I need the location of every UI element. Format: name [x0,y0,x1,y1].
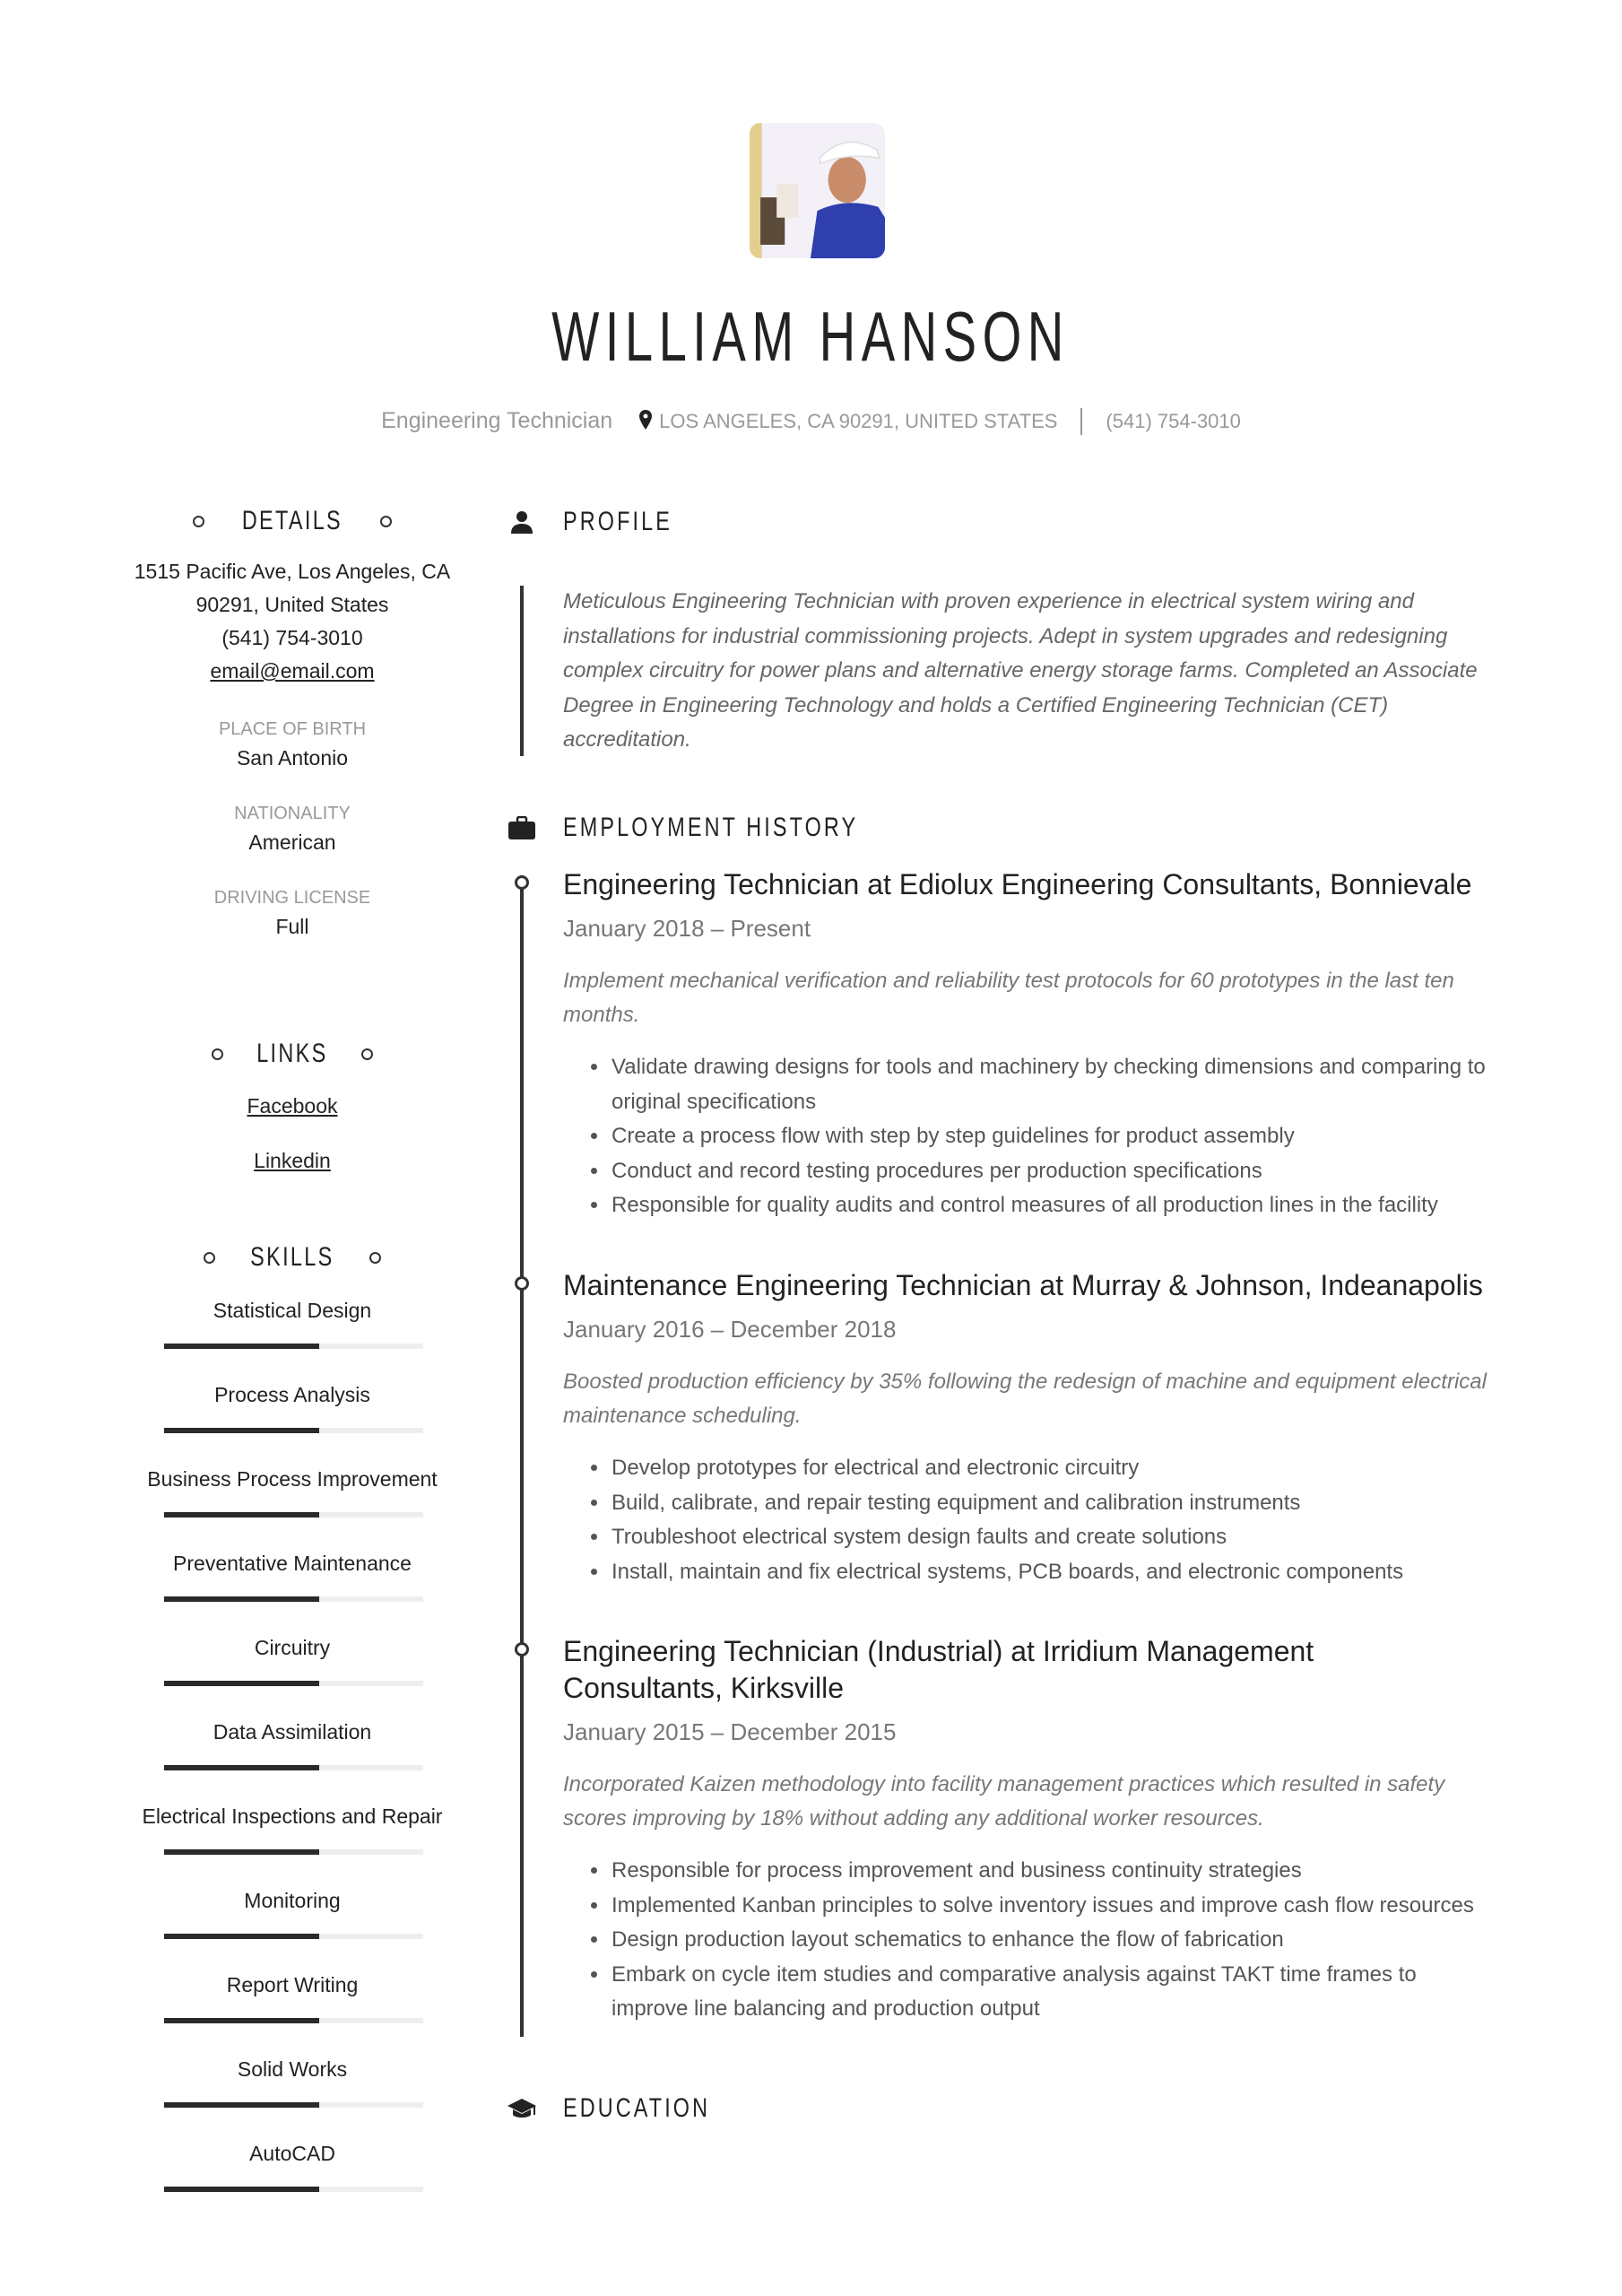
skill-level-bar [164,1344,423,1349]
job-description: Boosted production efficiency by 35% following the redesign of machine and equipment electrical maintenance scheduling. [563,1370,1487,1428]
bullet-item: • Develop prototypes for electrical and electronic circuitry [610,1451,1514,1486]
skill-name: Report Writing [226,1973,359,1996]
skill-name: Solid Works [237,2057,348,2081]
skill-name: Process Analysis [214,1383,370,1406]
skill-level-fill [164,2018,319,2023]
candidate-name: WILLIAM HANSON [551,297,1071,376]
skill-name: Business Process Improvement [147,1467,438,1491]
timeline-node [515,1642,529,1657]
skill-level-bar [164,1765,423,1770]
links-section [117,1036,468,1178]
ring-icon [204,1252,215,1264]
skill-item [117,1717,468,1801]
nationality-label: NATIONALITY [234,804,351,823]
bullet-item: • Embark on cycle item studies and comparative analysis against TAKT time frames to improve line balancing and production output [610,1958,1478,2027]
bullet-item: • Build, calibrate, and repair testing equipment and calibration instruments [610,1486,1514,1521]
graduation-cap-icon [502,2097,542,2120]
bullet-item: • Conduct and record testing procedures per production specifications [610,1154,1514,1189]
bullet-item: • Troubleshoot electrical system design faults and create solutions [610,1520,1514,1555]
skill-item [117,2054,468,2138]
skill-item [117,1970,468,2054]
skill-item [117,1379,468,1464]
skill-level-bar [164,2018,423,2023]
skill-level-bar [164,2102,423,2108]
skill-name: Electrical Inspections and Repair [142,1805,443,1828]
links-heading: LINKS [117,1036,468,1072]
ring-icon [361,1048,373,1060]
education-heading: EDUCATION [502,2091,751,2126]
skill-level-bar [164,1596,423,1602]
skill-level-fill [164,2102,319,2108]
skill-name: Circuitry [254,1636,331,1659]
details-section [117,503,468,941]
profile-photo [750,123,885,258]
skill-level-fill [164,1428,319,1433]
bullet-item: • Implemented Kanban principles to solve inventory issues and improve cash flow resources [610,1889,1478,1924]
address-line: 90291, United States [195,593,389,616]
job-title: Maintenance Engineering Technician at Murray & Johnson, Indeanapolis [563,1269,1483,1301]
nationality: American [248,831,336,854]
skill-level-bar [164,2187,423,2192]
skills-heading: SKILLS [117,1239,468,1275]
timeline-line [520,586,524,756]
job-bullets [563,1451,1514,1589]
bullet-item: • Design production layout schematics to enhance the flow of fabrication [610,1923,1478,1958]
skill-level-fill [164,1849,319,1855]
job-title: Engineering Technician at Ediolux Engineering Consultants, Bonnievale [563,868,1472,900]
job-entry [563,866,1514,1223]
location: LOS ANGELES, CA 90291, UNITED STATES [659,410,1058,432]
skill-level-fill [164,1934,319,1939]
job-description: Incorporated Kaizen methodology into facility management practices which resulted in safety scores improving by 18% without adding any additional worker resources. [563,1772,1445,1831]
bullet-item: • Responsible for quality audits and control measures of all production lines in the facility [610,1188,1514,1223]
skill-level-bar [164,1681,423,1686]
email-link[interactable]: email@email.com [210,659,375,683]
job-entry [563,1633,1478,2027]
job-bullets [563,1854,1478,2027]
briefcase-icon [502,816,542,839]
details-heading: DETAILS [117,503,468,539]
header-phone: (541) 754-3010 [1106,410,1241,432]
job-dates: January 2016 – December 2018 [563,1316,897,1343]
driving-license-label: DRIVING LICENSE [213,888,371,908]
profile-heading: PROFILE [502,504,703,540]
skill-item [117,1464,468,1548]
skill-level-bar [164,1428,423,1433]
linkedin-link[interactable]: Linkedin [254,1149,331,1172]
bullet-item: • Responsible for process improvement and business continuity strategies [610,1854,1478,1889]
skill-level-fill [164,2187,319,2192]
bullet-item: • Validate drawing designs for tools and machinery by checking dimensions and comparing to original specifications [610,1050,1514,1119]
details-phone: (541) 754-3010 [221,626,363,649]
skill-name: Statistical Design [213,1299,372,1322]
skill-level-fill [164,1596,319,1602]
job-description: Implement mechanical verification and reliability test protocols for 60 prototypes in the last ten months. [563,969,1454,1027]
job-dates: January 2015 – December 2015 [563,1718,897,1745]
header-subtitle [0,408,1622,436]
facebook-link[interactable]: Facebook [247,1094,338,1118]
skills-section [117,1239,468,2222]
timeline-node [515,875,529,890]
skill-level-bar [164,1934,423,1939]
skill-item [117,1295,468,1379]
place-of-birth-label: PLACE OF BIRTH [218,719,367,739]
skill-level-bar [164,1849,423,1855]
skill-item [117,1801,468,1885]
place-of-birth: San Antonio [236,746,349,770]
skill-item [117,1885,468,1970]
ring-icon [212,1048,223,1060]
job-bullets [563,1050,1514,1223]
skill-level-bar [164,1512,423,1518]
person-icon [502,510,542,534]
ring-icon [380,516,392,527]
skill-item [117,1632,468,1717]
skill-name: Monitoring [244,1889,341,1912]
skill-level-fill [164,1512,319,1518]
skill-name: AutoCAD [249,2142,335,2165]
job-title: Engineering Technician [381,408,613,433]
address-line: 1515 Pacific Ave, Los Angeles, CA [134,560,451,583]
skill-level-fill [164,1344,319,1349]
employment-heading: EMPLOYMENT HISTORY [502,810,941,846]
location-pin-icon [639,410,652,436]
skill-item [117,1548,468,1632]
timeline-node [515,1276,529,1291]
ring-icon [193,516,204,527]
skill-item [117,2138,468,2222]
skill-name: Data Assimilation [213,1720,372,1744]
job-entry [563,1267,1514,1589]
skill-level-fill [164,1681,319,1686]
ring-icon [369,1252,381,1264]
skill-name: Preventative Maintenance [173,1552,412,1575]
bullet-item: • Create a process flow with step by step guidelines for product assembly [610,1119,1514,1154]
job-title: Engineering Technician (Industrial) at Irridium Management Consultants, Kirksville [563,1635,1314,1704]
job-dates: January 2018 – Present [563,915,811,942]
divider [1080,408,1082,435]
skill-level-fill [164,1765,319,1770]
bullet-item: • Install, maintain and fix electrical systems, PCB boards, and electronic components [610,1555,1514,1590]
driving-license: Full [275,915,309,938]
profile-text: Meticulous Engineering Technician with proven experience in electrical system wiring and installations for industrial commissioning projects. Adept in system upgrades and redesigning complex circuitry for power plans and alternative energy storage farms. Completed an Associate Degree in Engineering Technology and holds a Certified Engineering Technician (CET) accreditation. [563,589,1478,752]
timeline-line [520,875,524,2037]
